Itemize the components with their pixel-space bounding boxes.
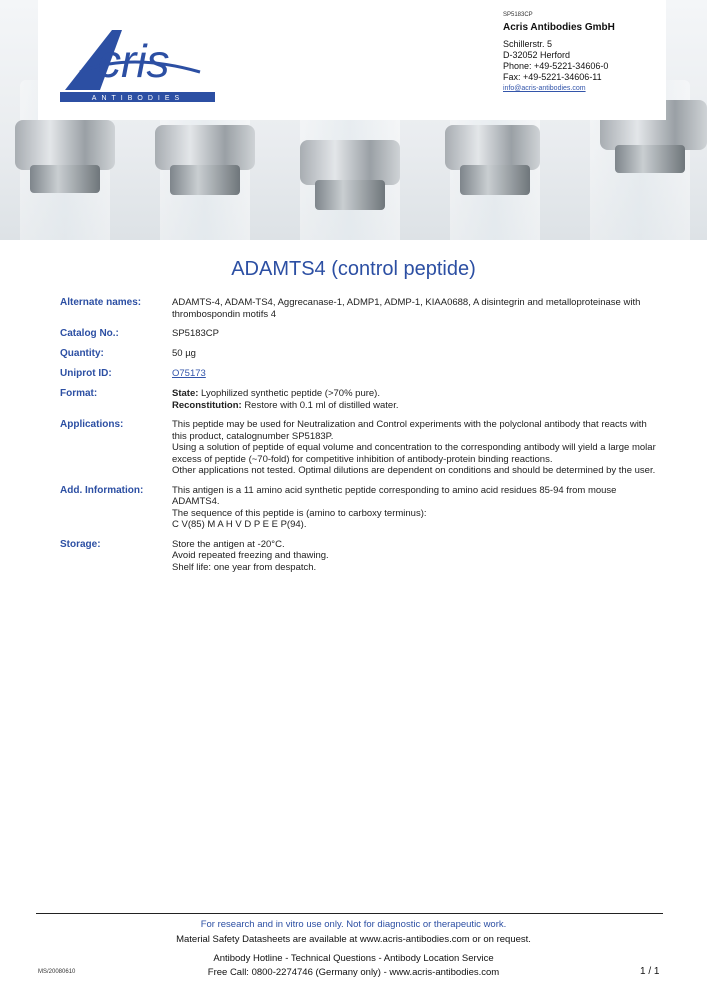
svg-text:cris: cris xyxy=(98,35,170,87)
fax-line: Fax: +49-5221-34606-11 xyxy=(503,72,602,82)
acris-logo xyxy=(60,22,220,104)
storage-line: Shelf life: one year from despatch. xyxy=(172,561,317,573)
state-value: Lyophilized synthetic peptide (>70% pure). xyxy=(201,388,380,399)
applications-line: Other applications not tested. Optimal dilutions are dependent on conditions and should be determined by the user. xyxy=(172,465,656,476)
state-label: State: xyxy=(172,388,199,399)
row-storage xyxy=(60,539,660,574)
row-uniprot xyxy=(60,368,660,380)
reconstitution-value: Restore with 0.1 ml of distilled water. xyxy=(244,399,399,411)
address-line: D-32052 Herford xyxy=(503,50,571,60)
row-applications xyxy=(60,419,660,477)
row-label: Format: xyxy=(60,388,98,399)
footer-divider xyxy=(36,913,663,914)
footer-free-call: Free Call: 0800-2274746 (Germany only) - www.acris-antibodies.com xyxy=(207,967,500,978)
row-value xyxy=(172,485,660,531)
row-label: Applications: xyxy=(60,419,124,430)
row-value xyxy=(172,388,660,411)
storage-line: Store the antigen at -20°C. xyxy=(172,538,285,550)
row-value xyxy=(172,419,660,477)
page-number: 1 / 1 xyxy=(640,966,660,977)
reconstitution-label: Reconstitution: xyxy=(172,399,242,411)
row-value: ADAMTS-4, ADAM-TS4, Aggrecanase-1, ADMP1, ADMP-1, KIAA0688, A disintegrin and metalloproteinase with thrombospondin motifs 4 xyxy=(172,297,641,320)
row-label: Catalog No.: xyxy=(60,328,119,339)
ms-code: MS/20080610 xyxy=(38,969,76,975)
product-info-table xyxy=(60,297,660,581)
row-format xyxy=(60,388,660,411)
row-label: Add. Information: xyxy=(60,484,144,496)
row-value: SP5183CP xyxy=(172,328,220,339)
row-catalog xyxy=(60,328,660,340)
row-value: 50 µg xyxy=(172,348,196,359)
row-label: Storage: xyxy=(60,538,101,550)
company-address-block xyxy=(503,12,673,94)
page-title: ADAMTS4 (control peptide) xyxy=(231,258,476,280)
row-label: Alternate names: xyxy=(60,297,142,308)
footer-msds: Material Safety Datasheets are available at www.acris-antibodies.com or on request. xyxy=(176,934,531,945)
company-name: Acris Antibodies GmbH xyxy=(503,22,615,33)
svg-text:ANTIBODIES: ANTIBODIES xyxy=(91,95,185,102)
storage-line: Avoid repeated freezing and thawing. xyxy=(172,550,329,561)
applications-line: This peptide may be used for Neutralization and Control experiments with the polyclonal antibody that reacts with this product, catalognumber SP5183P. xyxy=(172,419,647,442)
row-add-information xyxy=(60,485,660,531)
phone-line: Phone: +49-5221-34606-0 xyxy=(503,61,609,71)
row-alternate-names xyxy=(60,297,660,320)
row-label: Uniprot ID: xyxy=(60,368,112,379)
sku-small: SP5183CP xyxy=(503,12,533,18)
footer-disclaimer: For research and in vitro use only. Not for diagnostic or therapeutic work. xyxy=(200,919,507,930)
footer-hotline: Antibody Hotline - Technical Questions - Antibody Location Service xyxy=(213,953,494,964)
email-link[interactable]: info@acris-antibodies.com xyxy=(503,85,586,92)
row-quantity xyxy=(60,348,660,360)
row-value xyxy=(172,368,660,380)
add-info-line: The sequence of this peptide is (amino to carboxy terminus): xyxy=(172,507,427,519)
row-label: Quantity: xyxy=(60,348,104,359)
address-line: Schillerstr. 5 xyxy=(503,39,553,49)
applications-line: Using a solution of peptide of equal volume and concentration to the corresponding antibody will yield a large molar excess of peptide (~70-fold) for competitive inhibition of antibody-protein binding reactions. xyxy=(172,442,656,465)
uniprot-link[interactable]: O75173 xyxy=(172,368,206,379)
row-value xyxy=(172,539,660,574)
add-info-line: This antigen is a 11 amino acid synthetic peptide corresponding to amino acid residues 85-94 from mouse ADAMTS4. xyxy=(172,484,617,507)
add-info-line: C V(85) M A H V D P E E P(94). xyxy=(172,519,307,530)
